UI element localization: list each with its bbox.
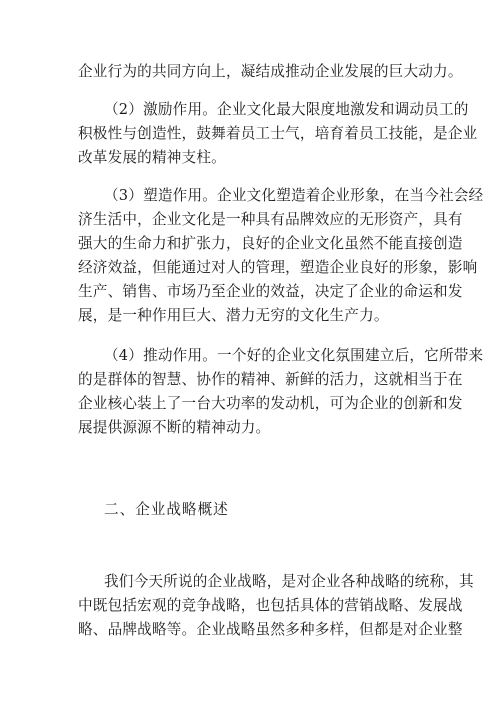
section-heading: 二、企业战略概述: [104, 501, 229, 518]
paragraph-line: 改革发展的精神支柱。: [78, 149, 226, 166]
paragraph-line: （2）激励作用。企业文化最大限度地激发和调动员工的: [104, 101, 469, 118]
paragraph-line: 展，是一种作用巨大、潜力无穷的文化生产力。: [78, 307, 389, 324]
paragraph-line: 积极性与创造性，鼓舞着员工士气，培育着员工技能，是企业: [78, 125, 478, 142]
paragraph-line: 经济效益，但能通过对人的管理，塑造企业良好的形象，影响: [78, 259, 478, 276]
paragraph-line: 中既包括宏观的竞争战略，也包括具体的营销战略、发展战: [78, 597, 463, 614]
paragraph-line: 生产、销售、市场乃至企业的效益，决定了企业的命运和发: [78, 283, 463, 300]
paragraph-line: 强大的生命力和扩张力，良好的企业文化虽然不能直接创造: [78, 235, 463, 252]
paragraph-line: （3）塑造作用。企业文化塑造着企业形象，在当今社会经: [104, 187, 484, 204]
paragraph-line: 济生活中，企业文化是一种具有品牌效应的无形资产，具有: [78, 211, 463, 228]
paragraph-line: 我们今天所说的企业战略，是对企业各种战略的统称，其: [104, 573, 474, 590]
paragraph-line: 企业核心装上了一台大功率的发动机，可为企业的创新和发: [78, 395, 463, 412]
paragraph-line: （4）推动作用。一个好的企业文化氛围建立后，它所带来: [104, 347, 484, 364]
paragraph-line: 略、品牌战略等。企业战略虽然多种多样，但都是对企业整: [78, 621, 463, 638]
paragraph-line: 的是群体的智慧、协作的精神、新鲜的活力，这就相当于在: [78, 371, 463, 388]
paragraph-line: 展提供源源不断的精神动力。: [78, 419, 271, 436]
paragraph-line: 企业行为的共同方向上，凝结成推动企业发展的巨大动力。: [78, 63, 463, 80]
